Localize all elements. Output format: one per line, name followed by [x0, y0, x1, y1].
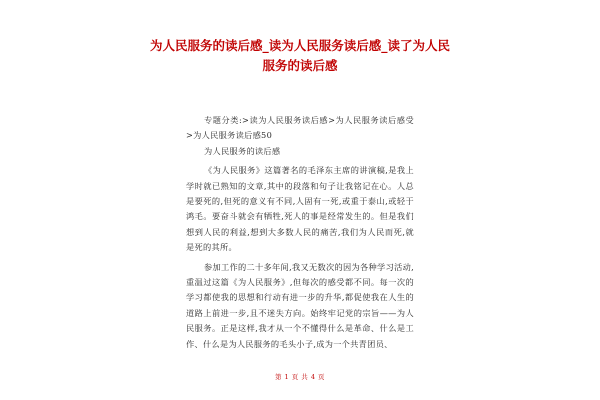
page-number-footer: 第 1 页 共 4 页 — [274, 373, 326, 381]
body-paragraph: 《为人民服务》这篇著名的毛泽东主席的讲演稿,是我上学时就已熟知的文章,其中的段落和句子让我铭记在心。人总是要死的,但死的意义有不同,人固有一死,或重于泰山,或轻于鸿毛。要奋斗就会有牺牲,死人的事是经常发生的。但是我们想到人民的利益,想到大多数人民的痛苦,我们为人民而死,就是死的其所。 — [186, 165, 414, 253]
document-body — [186, 113, 414, 352]
document-title: 为人民服务的读后感_读为人民服务读后感_读了为人民服务的读后感 — [150, 38, 451, 73]
section-heading: 为人民服务的读后感 — [204, 145, 281, 156]
category-line: 专题分类:>读为人民服务读后感>为人民服务读后感受>为人民服务读后感50 — [186, 115, 414, 141]
body-paragraph: 参加工作的二十多年间,我又无数次的因为各种学习活动,重温过这篇《为人民服务》,但每次的感受都不同。每一次的学习都使我的思想和行动有进一步的升华,都促使我在人生的道路上前进一步,且不迷失方向。始终牢记党的宗旨——为人民服务。正是这样,我才从一个不懂得什么是革命、什么是工作、什么是为人民服务的毛头小子,成为一个共青团员、 — [186, 261, 414, 349]
